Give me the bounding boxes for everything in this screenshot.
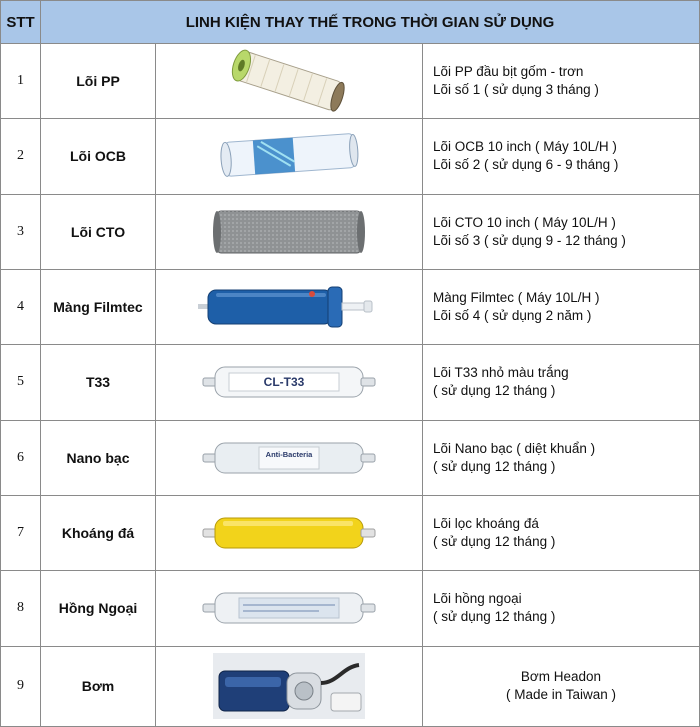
part-image-cell: [156, 44, 423, 119]
description-line: Lõi số 4 ( sử dụng 2 năm ): [433, 308, 592, 324]
row-number: 2: [1, 119, 41, 194]
part-description: [423, 119, 700, 194]
part-image-cell: [156, 646, 423, 726]
description-line: Lõi số 2 ( sử dụng 6 - 9 tháng ): [433, 157, 619, 173]
header-stt: STT: [1, 1, 41, 44]
t33-inline-filter-image: [199, 359, 379, 405]
part-description: [423, 646, 700, 726]
table-row: [1, 119, 700, 194]
description-line: Lõi lọc khoáng đá: [433, 516, 539, 532]
booster-pump-image: [213, 653, 365, 719]
description-line: Lõi T33 nhỏ màu trắng: [433, 365, 569, 381]
description-line: Lõi OCB 10 inch ( Máy 10L/H ): [433, 139, 617, 155]
row-number: 4: [1, 269, 41, 344]
part-name: Bơm: [41, 646, 156, 726]
part-name: Nano bạc: [41, 420, 156, 495]
description-line: Lõi số 1 ( sử dụng 3 tháng ): [433, 82, 599, 98]
description-line: Bơm Headon: [520, 669, 602, 685]
table-row: [1, 646, 700, 726]
description-line: ( sử dụng 12 tháng ): [433, 609, 556, 625]
infrared-inline-filter-image: [199, 585, 379, 631]
part-name: Khoáng đá: [41, 495, 156, 570]
part-image-cell: [156, 269, 423, 344]
table-row: [1, 44, 700, 119]
table-row: [1, 345, 700, 420]
cto-carbon-block-cartridge-image: [211, 205, 367, 259]
nano-silver-inline-filter-image: [199, 435, 379, 481]
part-description: [423, 345, 700, 420]
description-line: Lõi số 3 ( sử dụng 9 - 12 tháng ): [433, 232, 626, 248]
mineral-inline-filter-image: [199, 510, 379, 556]
description-line: Lõi Nano bạc ( diệt khuẩn ): [433, 440, 596, 456]
part-description: [423, 571, 700, 646]
description-line: ( sử dụng 12 tháng ): [433, 534, 556, 550]
part-name: T33: [41, 345, 156, 420]
part-name: Hồng Ngoại: [41, 571, 156, 646]
row-number: 7: [1, 495, 41, 570]
nano-cartridge-label: Anti-Bacteria: [265, 449, 313, 459]
part-name: Lõi OCB: [41, 119, 156, 194]
description-line: ( Made in Taiwan ): [505, 687, 617, 703]
t33-cartridge-label: CL-T33: [263, 375, 305, 390]
part-name: Lõi PP: [41, 44, 156, 119]
part-name: Lõi CTO: [41, 194, 156, 269]
table-row: [1, 420, 700, 495]
description-line: ( sử dụng 12 tháng ): [433, 383, 556, 399]
description-line: ( sử dụng 12 tháng ): [433, 458, 556, 474]
pp-filter-cartridge-image: [219, 48, 359, 114]
ocb-filter-cartridge-image: [214, 126, 364, 186]
description-line: Lõi CTO 10 inch ( Máy 10L/H ): [433, 214, 616, 230]
description-line: Lõi hồng ngoại: [433, 591, 522, 607]
row-number: 1: [1, 44, 41, 119]
table-row: [1, 495, 700, 570]
part-image-cell: [156, 495, 423, 570]
table-row: [1, 571, 700, 646]
part-description: [423, 420, 700, 495]
table-row: [1, 194, 700, 269]
ro-membrane-image: [194, 282, 384, 332]
row-number: 6: [1, 420, 41, 495]
description-line: Lõi PP đầu bịt gốm - trơn: [433, 64, 584, 80]
part-name: Màng Filmtec: [41, 269, 156, 344]
part-image-cell: [156, 119, 423, 194]
part-image-cell: [156, 420, 423, 495]
part-image-cell: [156, 194, 423, 269]
part-description: [423, 269, 700, 344]
part-description: [423, 194, 700, 269]
row-number: 9: [1, 646, 41, 726]
header-title: LINH KIỆN THAY THẾ TRONG THỜI GIAN SỬ DỤNG: [41, 1, 700, 44]
row-number: 8: [1, 571, 41, 646]
part-image-cell: [156, 345, 423, 420]
row-number: 5: [1, 345, 41, 420]
row-number: 3: [1, 194, 41, 269]
description-line: Màng Filmtec ( Máy 10L/H ): [433, 290, 600, 306]
part-description: [423, 495, 700, 570]
table-row: [1, 269, 700, 344]
part-description: [423, 44, 700, 119]
part-image-cell: [156, 571, 423, 646]
table-header-row: [1, 1, 700, 44]
